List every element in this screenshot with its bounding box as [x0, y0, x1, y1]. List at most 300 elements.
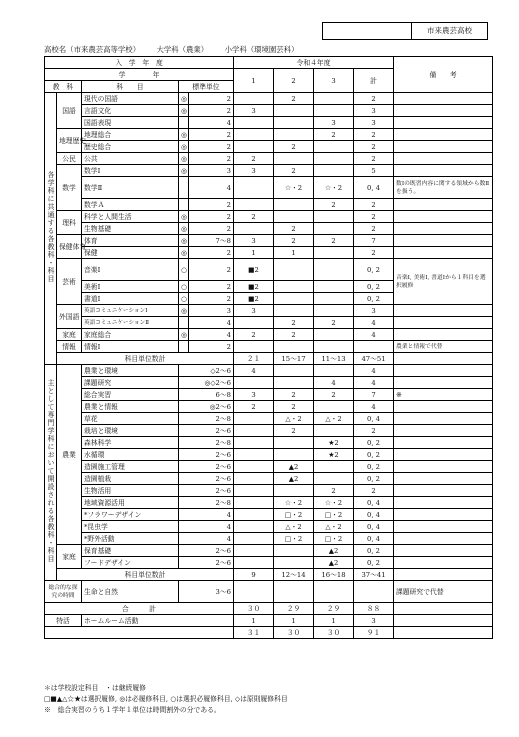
total-cell: 4 [354, 377, 394, 389]
grade-2-cell [274, 437, 314, 449]
footnote: ＊は学校設定科目 ・は継続履修 [44, 684, 146, 692]
remarks-cell [394, 615, 493, 627]
total-cell: 0, 2 [354, 461, 394, 473]
subject-cell: 総合実習 [82, 389, 179, 401]
subject-cell: 英語コミュニケーションⅠ [82, 305, 179, 317]
table-row [45, 497, 493, 509]
grade-2-cell [274, 485, 314, 497]
grade-3-cell: ☆・2 [314, 177, 354, 199]
grade-1-cell: 3 [234, 105, 274, 117]
table-row [45, 93, 493, 105]
subject-cell: 言語文化 [82, 105, 179, 117]
total-cell: 0, 2 [354, 437, 394, 449]
subject-cell: 数学Ⅱ [82, 177, 179, 199]
standard-units-cell: 2～8 [179, 497, 234, 509]
total-cell: 4 [354, 365, 394, 377]
grade-2-cell: ☆・2 [274, 177, 314, 199]
remarks-cell [394, 235, 493, 247]
subject-cell: 生物基礎 [82, 223, 179, 235]
standard-units-cell: 2～6 [179, 425, 234, 437]
specialized-category-cell [45, 365, 57, 581]
school-label: 市来農芸高校 [427, 26, 472, 35]
units-cell: 7～8 [189, 235, 234, 247]
table-row [45, 247, 493, 259]
grade-3-cell [314, 461, 354, 473]
subject-header: 科 目 [82, 81, 179, 93]
standard-units-cell: 4 [179, 521, 234, 533]
heading-course: 小学科（環境園芸科） [224, 45, 299, 54]
subject-cell: 水循環 [82, 449, 179, 461]
subject-area-cell: 数学 [57, 165, 82, 211]
grade-2-cell: □・2 [274, 533, 314, 545]
table-row [45, 473, 493, 485]
grade-2-cell: ☆・2 [274, 497, 314, 509]
grade-3-cell [314, 141, 354, 153]
grade-1-cell: 2 [234, 153, 274, 165]
grade-1-cell: 3 [234, 305, 274, 317]
grade-3-cell [314, 329, 354, 341]
grade-2-cell [274, 449, 314, 461]
units-cell: 3 [189, 165, 234, 177]
remarks-cell [394, 117, 493, 129]
total-cell: 3 [354, 305, 394, 317]
table-row [45, 461, 493, 473]
mark-cell [179, 199, 189, 211]
mark-cell: ◎ [179, 165, 189, 177]
grade-1-cell [234, 521, 274, 533]
subject-cell: 音楽Ⅰ [82, 259, 179, 281]
grand-total-grade-1: ３０ [234, 603, 274, 615]
units-cell: 2 [189, 153, 234, 165]
integrated-area: 総合的な探究の時間 [45, 581, 82, 603]
grade-2-cell [274, 365, 314, 377]
units-cell: 2 [189, 223, 234, 235]
grand-total-label: 合 計 [45, 603, 234, 615]
grade-2-cell: △・2 [274, 413, 314, 425]
grade-1-cell [234, 497, 274, 509]
subject-cell: 栽培と環境 [82, 425, 179, 437]
grade-1-cell [234, 413, 274, 425]
footnote: ※ 総合実習のうち１学年１単位は時間割外の分である。 [44, 706, 221, 714]
grade-3-cell [314, 425, 354, 437]
grand-total-grade-2: ２９ [274, 603, 314, 615]
remarks-cell [394, 437, 493, 449]
remarks-cell [394, 533, 493, 545]
remarks-cell: 農業と情報で代替 [394, 341, 493, 353]
grade-2-cell: 2 [274, 425, 314, 437]
remarks-cell [394, 329, 493, 341]
grade-2-cell: 2 [274, 223, 314, 235]
table-row [45, 521, 493, 533]
overall-total-row [45, 627, 493, 639]
remarks-header: 備 考 [394, 57, 493, 93]
grade-2-cell: 2 [274, 235, 314, 247]
grade-1-cell [234, 449, 274, 461]
grade-1-cell [234, 341, 274, 353]
subject-cell: 家庭総合 [82, 329, 179, 341]
table-row [45, 365, 493, 377]
grade-3-cell: ★2 [314, 449, 354, 461]
total-cell: 2 [354, 141, 394, 153]
grade-1-cell [234, 425, 274, 437]
total-cell [354, 341, 394, 353]
table-row [45, 235, 493, 247]
remarks-cell [394, 141, 493, 153]
remarks-cell [394, 557, 493, 569]
tokkatsu-area: 特活 [45, 615, 82, 627]
mark-cell: ◎ [179, 93, 189, 105]
subject-cell: 情報Ⅰ [82, 341, 179, 353]
grade-2-cell [274, 341, 314, 353]
grade-1-cell: 1 [234, 615, 274, 627]
remarks-cell [394, 129, 493, 141]
grade-1-cell [234, 377, 274, 389]
grade-2-header: 2 [274, 69, 314, 93]
subject-area-cell: 家庭 [57, 545, 82, 569]
subject-cell: フードデザイン [82, 557, 179, 569]
grade-3-cell: 2 [314, 129, 354, 141]
standard-units-cell: 2～8 [179, 437, 234, 449]
remarks-cell [394, 93, 493, 105]
subject-cell: 国語表現 [82, 117, 179, 129]
remarks-cell [394, 317, 493, 329]
standard-units-header: 標準単位 [179, 81, 234, 93]
mark-cell: ◎ [179, 129, 189, 141]
total-cell: 0, 4 [354, 509, 394, 521]
grade-3-cell: ▲2 [314, 545, 354, 557]
mark-cell [179, 177, 189, 199]
total-cell: 2 [354, 153, 394, 165]
table-row [45, 165, 493, 177]
total-cell: 0, 2 [354, 259, 394, 281]
overall-grade-2: ３０ [274, 627, 314, 639]
grade-3-cell [314, 247, 354, 259]
units-cell: 2 [189, 259, 234, 281]
total-cell: 7 [354, 235, 394, 247]
mark-cell: ○ [179, 259, 189, 281]
grade-3-cell: 2 [314, 389, 354, 401]
grade-3-cell: △・2 [314, 521, 354, 533]
remarks-cell [394, 603, 493, 615]
grade-1-cell [234, 93, 274, 105]
grade-3-cell: 4 [314, 377, 354, 389]
curriculum-table [44, 56, 493, 639]
mark-cell: ○ [179, 281, 189, 293]
mark-cell: ◎ [179, 211, 189, 223]
grade-3-cell [314, 281, 354, 293]
table-row [45, 377, 493, 389]
grade-2-cell: 1 [274, 615, 314, 627]
grade-3-cell [314, 93, 354, 105]
remarks-cell: 数Ⅰの既習内容に関する領域から数Ⅱを扱う。 [394, 177, 493, 199]
school-label-box [322, 22, 488, 40]
overall-total: ９１ [354, 627, 394, 639]
remarks-cell [394, 473, 493, 485]
standard-units-cell: 2～6 [179, 473, 234, 485]
remarks-cell [394, 353, 493, 365]
total-cell: 2 [354, 199, 394, 211]
grade-3-cell [314, 211, 354, 223]
subject-area-cell: 理科 [57, 211, 82, 235]
grade-3-cell [314, 165, 354, 177]
grade-1-cell [234, 437, 274, 449]
remarks-cell [394, 105, 493, 117]
total-cell: 0, 2 [354, 293, 394, 305]
total-cell: 0, 2 [354, 545, 394, 557]
tokkatsu-subject: ホームルーム活動 [82, 615, 234, 627]
standard-units-cell: 2～6 [179, 545, 234, 557]
specialized-category-label: 主として専門学科において開設される各教科・科目 [47, 379, 55, 563]
overall-grade-3: ３０ [314, 627, 354, 639]
grade-2-cell [274, 293, 314, 305]
mark-cell: ◎ [179, 223, 189, 235]
subject-area-cell: 家庭 [57, 329, 82, 341]
remarks-cell [394, 223, 493, 235]
overall-grade-1: ３１ [234, 627, 274, 639]
grade-3-cell [314, 259, 354, 281]
grade-2-cell [274, 117, 314, 129]
standard-units-cell: 2～6 [179, 449, 234, 461]
subject-cell: 農業と情報 [82, 401, 179, 413]
tokkatsu-row [45, 615, 493, 627]
subtotal-grade-1: ２１ [234, 353, 274, 365]
subject-cell: 科学と人間生活 [82, 211, 179, 223]
remarks-cell [394, 485, 493, 497]
total-cell: 3 [354, 105, 394, 117]
standard-units-cell: 4 [179, 533, 234, 545]
subject-cell: 造園植栽 [82, 473, 179, 485]
table-row [45, 259, 493, 281]
grade-2-cell: 2 [274, 165, 314, 177]
table-row [45, 199, 493, 211]
grade-1-cell [234, 199, 274, 211]
table-row [45, 211, 493, 223]
subject-cell: 現代の国語 [82, 93, 179, 105]
remarks-cell [394, 153, 493, 165]
grade-2-cell [274, 581, 314, 603]
subject-cell: 農業と環境 [82, 365, 179, 377]
grade-1-cell: 4 [234, 365, 274, 377]
grade-2-cell [274, 211, 314, 223]
total-cell: 0, 2 [354, 449, 394, 461]
grade-2-cell: △・2 [274, 521, 314, 533]
subject-cell: 課題研究 [82, 377, 179, 389]
remarks-cell [394, 199, 493, 211]
page-heading [44, 44, 312, 55]
standard-units-cell: 2～8 [179, 413, 234, 425]
total-cell: 5 [354, 165, 394, 177]
table-row [45, 129, 493, 141]
grade-3-header: 3 [314, 69, 354, 93]
grade-1-cell: 2 [234, 329, 274, 341]
subtotal-grade-2: 15～17 [274, 353, 314, 365]
grade-2-cell: 2 [274, 401, 314, 413]
remarks-cell [394, 165, 493, 177]
subject-area-cell: 公民 [57, 153, 82, 165]
subject-cell: 英語コミュニケーションⅡ [82, 317, 179, 329]
mark-cell: ◎ [179, 247, 189, 259]
subject-cell: 書道Ⅰ [82, 293, 179, 305]
grade-2-cell: ▲2 [274, 473, 314, 485]
integrated-units: 3～6 [179, 581, 234, 603]
subtotal-grade-2: 12～14 [274, 569, 314, 581]
total-cell: 4 [354, 317, 394, 329]
grade-1-cell: 1 [234, 247, 274, 259]
grand-total-row [45, 603, 493, 615]
grade-2-cell [274, 545, 314, 557]
mark-cell [179, 341, 189, 353]
subtotal-grade-1: 9 [234, 569, 274, 581]
units-cell: 4 [189, 317, 234, 329]
table-row [45, 329, 493, 341]
subject-cell: 体育 [82, 235, 179, 247]
grade-3-cell: □・2 [314, 533, 354, 545]
entry-year-header: 入 学 年 度 [45, 57, 234, 69]
grade-3-cell: 2 [314, 235, 354, 247]
units-cell: 2 [189, 211, 234, 223]
grade-2-cell: 2 [274, 329, 314, 341]
grade-1-cell [234, 473, 274, 485]
subtotal-grade-3: 11～13 [314, 353, 354, 365]
heading-department: 大学科（農業） [156, 45, 209, 54]
grade-3-cell [314, 293, 354, 305]
table-row [45, 105, 493, 117]
grade-3-cell: ★2 [314, 437, 354, 449]
table-row [45, 485, 493, 497]
heading-school: 高校名（市来農芸高等学校） [44, 45, 141, 54]
footnotes [44, 683, 288, 716]
remarks-cell [394, 365, 493, 377]
subject-cell: 生物活用 [82, 485, 179, 497]
mark-cell: ◎ [179, 105, 189, 117]
units-cell: 2 [189, 341, 234, 353]
grade-1-cell: ■2 [234, 293, 274, 305]
mark-cell [179, 117, 189, 129]
remarks-cell [394, 211, 493, 223]
table-row [45, 141, 493, 153]
common-category-cell [45, 93, 57, 365]
grade-3-cell [314, 401, 354, 413]
subtotal-label: 科目単位数計 [57, 353, 234, 365]
total-cell: 3 [354, 117, 394, 129]
grade-2-cell [274, 199, 314, 211]
standard-units-cell: 6～8 [179, 389, 234, 401]
remarks-cell [394, 461, 493, 473]
footnote: □■▲△☆★は選択履修, ◎は必履修科目, ○は選択必履修科目, ◇は原則履修科目 [44, 695, 288, 703]
units-cell: 2 [189, 129, 234, 141]
total-cell: 0, 4 [354, 413, 394, 425]
common-category-label: 各学科に共通する各教科・科目 [47, 171, 55, 283]
grade-2-cell [274, 557, 314, 569]
table-row [45, 341, 493, 353]
table-row [45, 305, 493, 317]
subtotal-total: 37～41 [354, 569, 394, 581]
table-row [45, 557, 493, 569]
grade-header: 学 年 [45, 69, 234, 81]
grade-1-cell [234, 533, 274, 545]
units-cell: 4 [189, 117, 234, 129]
remarks-cell [394, 449, 493, 461]
subject-area-cell: 農業 [57, 365, 82, 545]
subtotal-grade-3: 16～18 [314, 569, 354, 581]
grade-2-cell: □・2 [274, 509, 314, 521]
integrated-subject: 生命と自然 [82, 581, 179, 603]
total-cell: 2 [354, 247, 394, 259]
subtotal-label: 科目単位数計 [57, 569, 234, 581]
remarks-cell [394, 569, 493, 581]
table-row [45, 223, 493, 235]
remarks-cell [394, 377, 493, 389]
grade-1-cell: 3 [234, 389, 274, 401]
grade-2-cell: 2 [274, 317, 314, 329]
units-cell: 2 [189, 93, 234, 105]
standard-units-cell: 4 [179, 509, 234, 521]
subject-area-header: 教 科 [45, 81, 82, 93]
total-cell: 2 [354, 223, 394, 235]
table-row [45, 389, 493, 401]
total-cell: 0, 2 [354, 473, 394, 485]
subject-cell: 造園施工管理 [82, 461, 179, 473]
table-row [45, 437, 493, 449]
subject-area-cell: 情報 [57, 341, 82, 353]
total-cell: 0, 4 [354, 521, 394, 533]
total-cell: 2 [354, 129, 394, 141]
remarks-cell [394, 521, 493, 533]
grand-total-grade-3: ２９ [314, 603, 354, 615]
units-cell: 2 [189, 141, 234, 153]
grade-1-cell [234, 545, 274, 557]
total-cell: 0, 4 [354, 497, 394, 509]
subject-cell: 草花 [82, 413, 179, 425]
grade-3-cell: ▲2 [314, 557, 354, 569]
total-cell: 2 [354, 485, 394, 497]
grade-1-cell [234, 141, 274, 153]
mark-cell: ◎ [179, 305, 189, 317]
grade-2-cell: 2 [274, 389, 314, 401]
grade-3-cell: 3 [314, 117, 354, 129]
grade-3-cell [314, 581, 354, 603]
standard-units-cell: 2～6 [179, 557, 234, 569]
subject-area-cell: 保健体育 [57, 235, 82, 259]
mark-cell: ○ [179, 293, 189, 305]
subject-cell: 数学Ⅰ [82, 165, 179, 177]
grade-1-cell: 2 [234, 401, 274, 413]
table-row [45, 117, 493, 129]
overall-total-label [45, 627, 234, 639]
grade-3-cell [314, 305, 354, 317]
reiwa-header: 令和４年度 [234, 57, 394, 69]
total-cell: 0, 2 [354, 557, 394, 569]
grade-1-cell [234, 485, 274, 497]
grade-2-cell: 2 [274, 93, 314, 105]
grade-1-cell [234, 557, 274, 569]
total-cell: 2 [354, 425, 394, 437]
grade-3-cell: 2 [314, 199, 354, 211]
total-cell [354, 581, 394, 603]
grade-2-cell [274, 259, 314, 281]
subtotal-row [45, 569, 493, 581]
remarks-cell [394, 497, 493, 509]
standard-units-cell: ◇2～6 [179, 365, 234, 377]
grade-3-cell: ☆・2 [314, 497, 354, 509]
units-cell: 2 [189, 105, 234, 117]
subject-cell: 公共 [82, 153, 179, 165]
grade-3-cell: △・2 [314, 413, 354, 425]
grade-1-cell [234, 461, 274, 473]
subject-area-cell: 芸術 [57, 259, 82, 305]
grade-2-cell [274, 377, 314, 389]
grade-2-cell [274, 153, 314, 165]
